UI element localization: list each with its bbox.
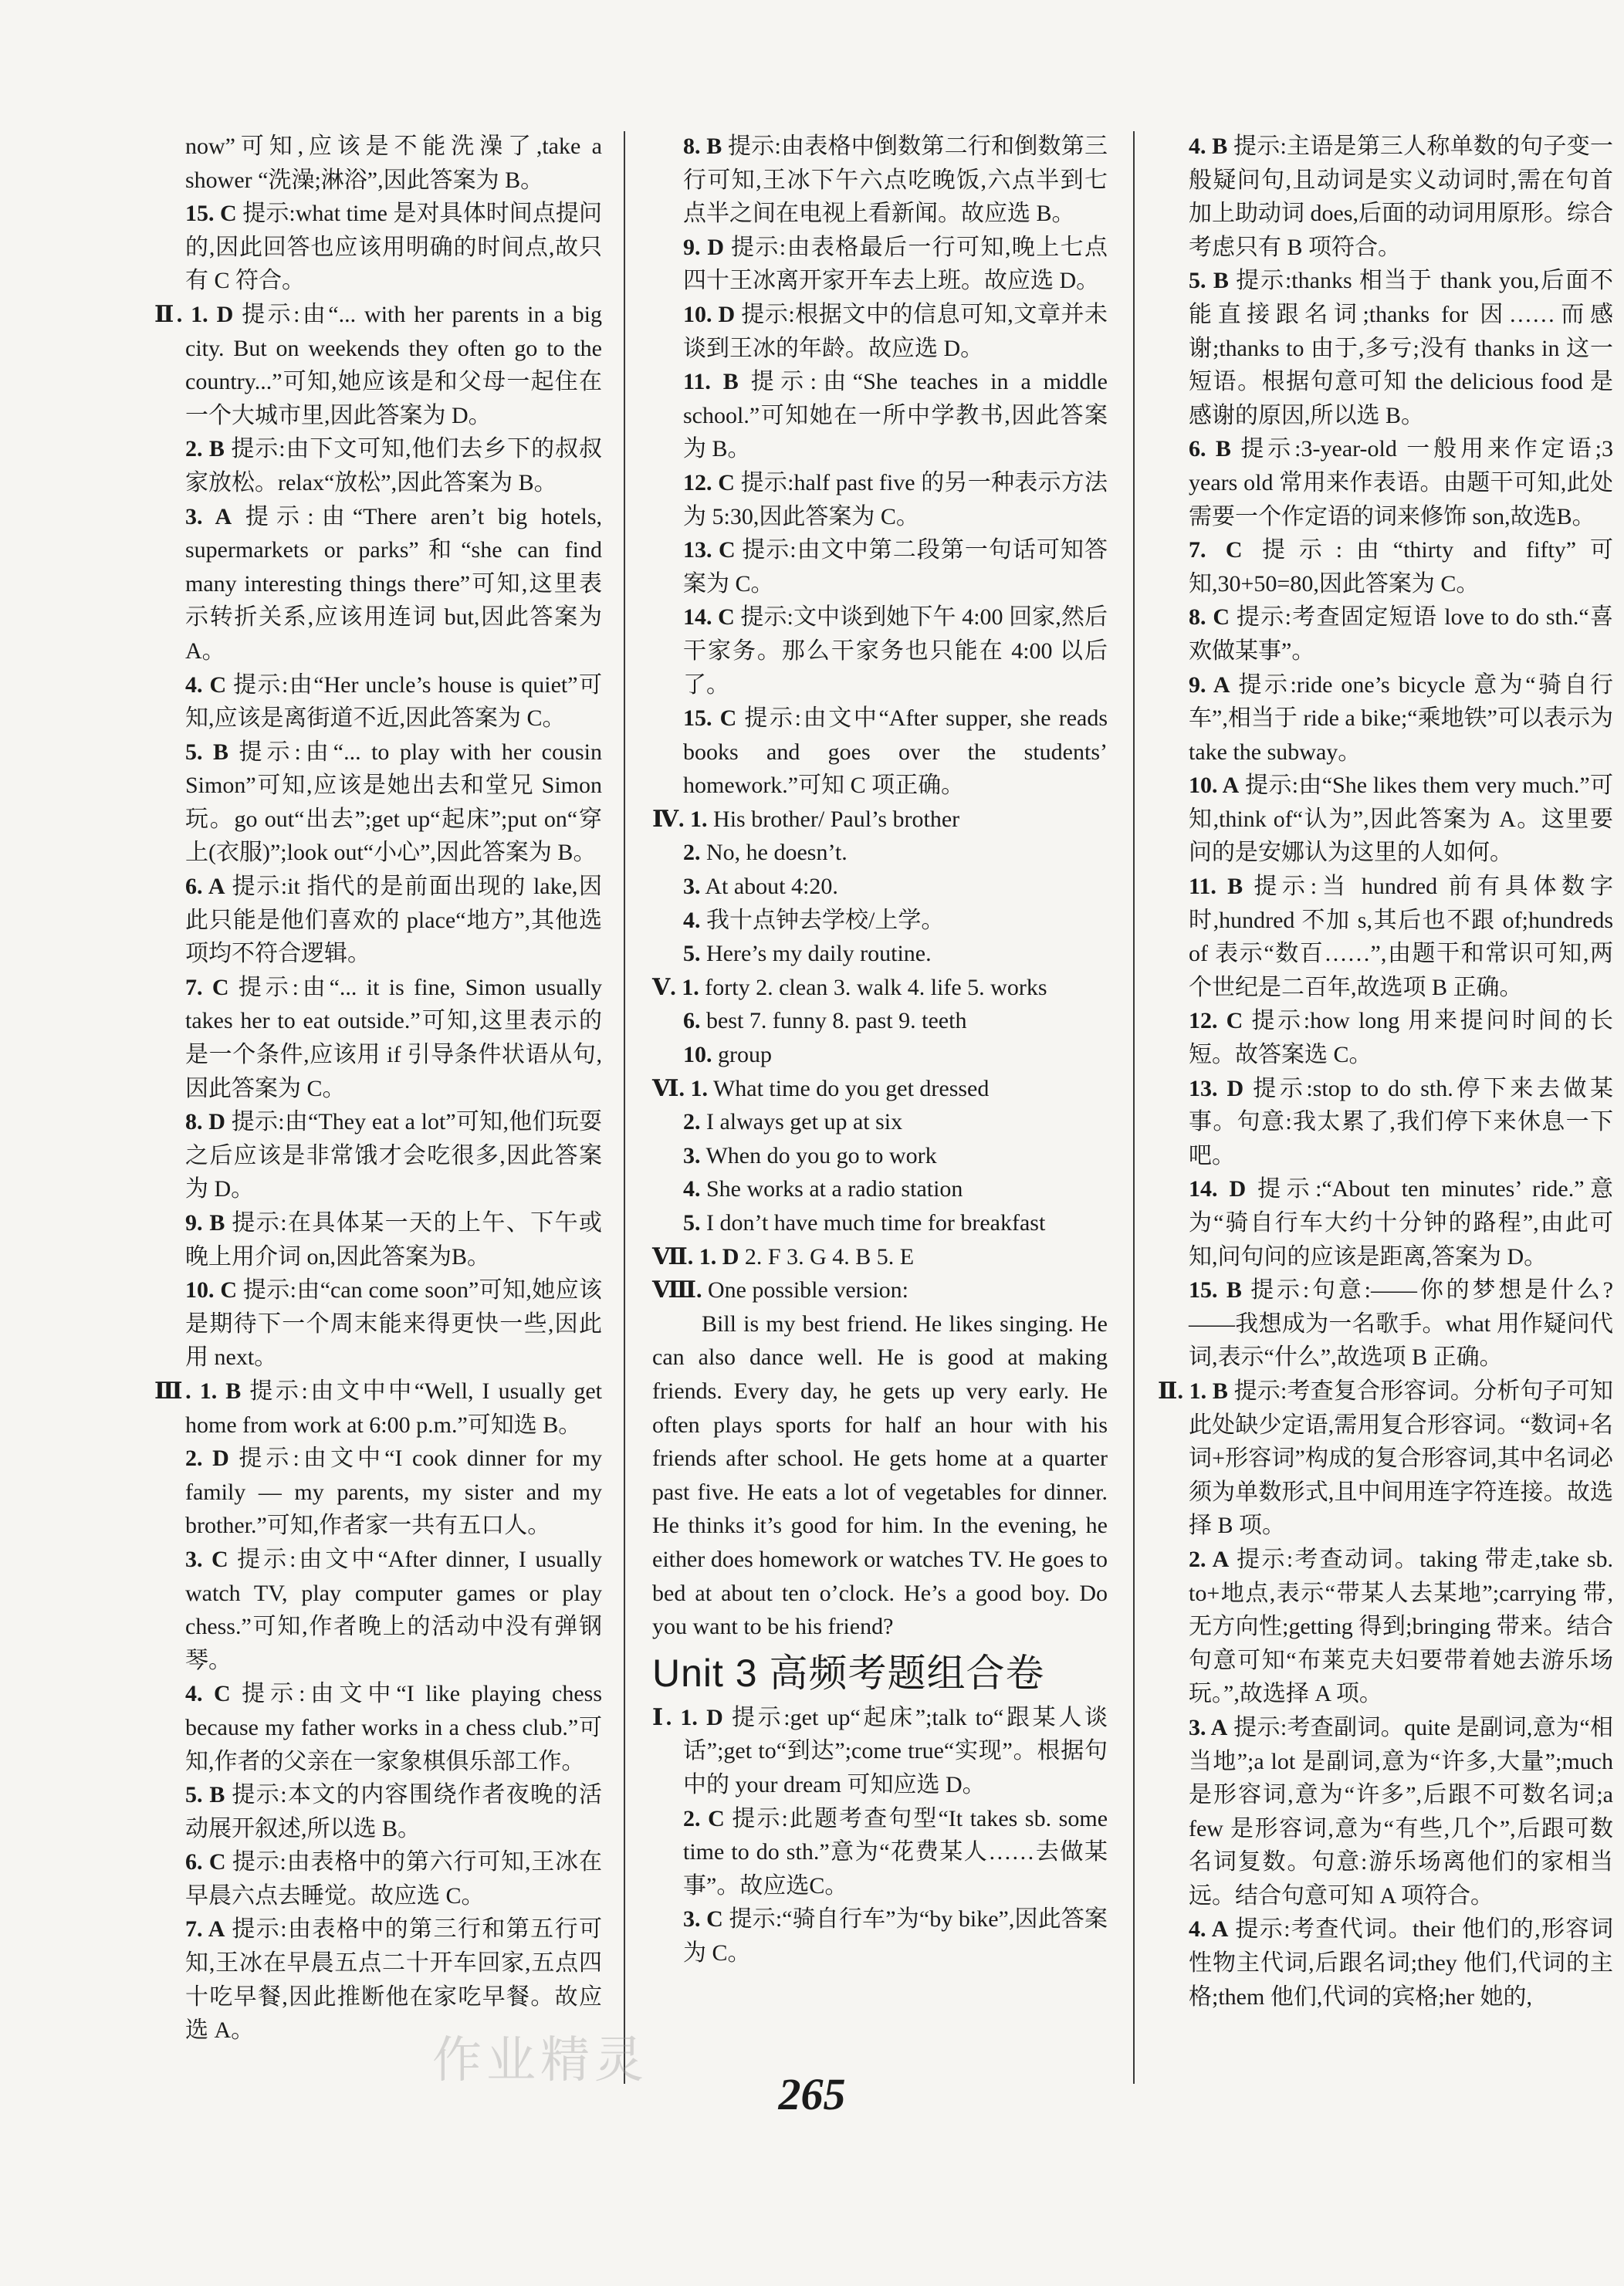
answer-text: 提示:在具体某一天的上午、下午或晚上用介词 on,因此答案为B。 [185, 1210, 602, 1270]
answer-text: No, he doesn’t. [706, 840, 848, 866]
answer-entry [652, 231, 1108, 298]
answer-number: 7. A [185, 1916, 225, 1943]
answer-number: 3. [683, 874, 701, 900]
answer-text: 提示:由“She teaches in a middle school.”可知她在一所中学教书,因此答案为 B。 [683, 369, 1108, 462]
answer-text: 我十点钟去学校/上学。 [706, 907, 945, 933]
answer-number: 2. B [185, 436, 225, 462]
answer-number: Ⅴ. 1. [652, 974, 699, 1000]
answer-entry [652, 870, 1108, 904]
answer-text: 提示:此题考查句型“It takes sb. some time to do sth.”意为“花费某人……去做某事”。故应选C。 [683, 1805, 1108, 1899]
answer-number: 15. B [1189, 1277, 1242, 1304]
answer-entry [652, 937, 1108, 971]
answer-text: One possible version: [708, 1277, 908, 1304]
answer-entry [154, 870, 602, 971]
answer-number: 3. [683, 1142, 701, 1168]
answer-number: 7. C [1189, 537, 1243, 563]
answer-number: 3. C [683, 1906, 723, 1933]
answer-text: At about 4:20. [705, 874, 838, 900]
answer-text: 提示:由“Her uncle’s house is quiet”可知,应该是离街道不近,因此答案为 C。 [185, 671, 603, 732]
answer-number: Ⅵ. 1. [652, 1075, 708, 1101]
answer-entry [1158, 1273, 1613, 1375]
answer-number: 5. B [1189, 268, 1229, 294]
answer-text: best 7. funny 8. past 9. teeth [706, 1008, 967, 1034]
answer-text: forty 2. clean 3. walk 4. life 5. works [705, 974, 1047, 1000]
answer-text: now”可知,应该是不能洗澡了,take a shower “洗澡;淋浴”,因此答案为 B。 [185, 134, 602, 193]
answer-entry [652, 298, 1108, 365]
answer-text: 提示:stop to do sth.停下来去做某事。句意:我太累了,我们停下来休息一下吧。 [1189, 1075, 1613, 1168]
answer-text: 提示:由“... to play with her cousin Simon”可知,应该是她出去和堂兄 Simon 玩。go out“出去”;get up“起床”;put on“穿上(衣服)”;look out“小心”,因此答案为 B。 [185, 739, 602, 866]
answer-number: 6. C [185, 1849, 226, 1875]
answer-entry [154, 432, 602, 499]
answer-text: 提示:half past five 的另一种表示方法为 5:30,因此答案为 C。 [683, 469, 1108, 529]
answer-entry [154, 130, 602, 197]
answer-text: 提示:考查代词。their 他们的,形容词性物主代词,后跟名词;they 他们,代词的主格;them 他们,代词的宾格;her 她的, [1189, 1916, 1613, 2010]
answer-text: 提示:主语是第三人称单数的句子变一般疑问句,且动词是实义动词时,需在句首加上助动词 does,后面的动词用原形。综合考虑只有 B 项符合。 [1189, 134, 1613, 260]
answer-text: 提示:“骑自行车”为“by bike”,因此答案为 C。 [683, 1906, 1108, 1966]
answer-number: 2. C [683, 1805, 725, 1831]
answer-number: 4. B [1189, 134, 1228, 159]
answer-entry [1158, 1711, 1613, 1913]
answer-text: 提示:由“... it is fine, Simon usually takes her to eat outside.”可知,这里表示的是一个条件,应该用 if 引导条件状语从句,因此答案为 C。 [185, 974, 602, 1101]
answer-entry [1158, 130, 1613, 264]
answer-number: 2. [683, 1109, 701, 1135]
answer-entry [154, 1845, 602, 1912]
answer-column-middle [652, 130, 1108, 1970]
answer-number: 14. D [1189, 1176, 1247, 1202]
answer-text: 提示:由文中第二段第一句话可知答案为 C。 [683, 537, 1108, 597]
answer-text: I always get up at six [706, 1109, 903, 1135]
answer-number: 12. C [1189, 1008, 1243, 1034]
answer-entry [154, 1206, 602, 1273]
answer-number: 10. A [1189, 773, 1240, 799]
answer-text: She works at a radio station [706, 1176, 963, 1202]
answer-number: 15. C [683, 705, 737, 732]
answer-text: group [718, 1042, 772, 1068]
answer-entry [154, 1442, 602, 1543]
answer-entry [652, 1072, 1108, 1106]
answer-number: 9. A [1189, 671, 1230, 698]
answer-text: 提示:由表格中倒数第二行和倒数第三行可知,王冰下午六点吃晚饭,六点半到七点半之间在电视上看新闻。故应选 B。 [683, 134, 1108, 227]
answer-entry [652, 1240, 1108, 1274]
answer-entry [154, 1677, 602, 1778]
answer-number: Ⅱ. 1. B [1158, 1378, 1228, 1404]
answer-entry [1158, 600, 1613, 668]
answer-text: 提示:how long 用来提问时间的长短。故答案选 C。 [1189, 1008, 1613, 1068]
answer-text: 提示:由文中“I cook dinner for my family — my parents, my sister and my brother.”可知,作者家一共有五口人。 [185, 1446, 602, 1539]
answer-column-right [1158, 130, 1613, 2014]
answer-number: 10. D [683, 301, 736, 327]
answer-entry [652, 533, 1108, 600]
answer-entry [154, 971, 602, 1105]
answer-number: 10. C [185, 1277, 238, 1304]
answer-number: 5. B [185, 739, 228, 765]
answer-number: 2. A [1189, 1546, 1230, 1572]
answer-number: Ⅶ. 1. D [652, 1243, 739, 1270]
answer-text: 提示:get up“起床”;talk to“跟某人谈话”;get to“到达”;come true“实现”。根据句中的 your dream 可知应选 D。 [683, 1704, 1108, 1797]
answer-number: 5. [683, 941, 701, 967]
answer-number: 13. D [1189, 1075, 1244, 1101]
answer-number: 7. C [185, 974, 229, 1000]
answer-entry [1158, 870, 1613, 1004]
column-divider [624, 131, 625, 2084]
answer-number: 5. [683, 1210, 701, 1236]
answer-entry [154, 500, 602, 668]
answer-text: 提示:本文的内容围绕作者夜晚的活动展开叙述,所以选 B。 [185, 1782, 602, 1841]
answer-number: Ⅱ. 1. D [154, 301, 234, 327]
answer-text: 提示:由文中“After dinner, I usually watch TV, play computer games or play chess.”可知,作者晚上的活动中没有弹钢琴。 [185, 1546, 602, 1673]
answer-entry [1158, 264, 1613, 432]
answer-number: 12. C [683, 469, 735, 495]
answer-number: 5. B [185, 1782, 225, 1808]
answer-text: 提示:由表格中的第六行可知,王冰在早晨六点去睡觉。故应选 C。 [185, 1849, 602, 1909]
answer-text: 提示:由“can come soon”可知,她应该是期待下一个周末能来得更快一些,因此用 next。 [185, 1277, 602, 1371]
answer-entry [154, 1273, 602, 1375]
answer-text: 提示:考查副词。quite 是副词,意为“相当地”;a lot 是副词,意为“许多,大量”;much 是形容词,意为“许多”,后跟不可数名词;a few 是形容词,意为“有些,几个”,后跟可数名词复数。句意:游乐场离他们的家相当远。结合句意可知 A 项符合。 [1189, 1714, 1614, 1909]
answer-number: 4. C [185, 671, 227, 698]
page-number: 265 [778, 2069, 846, 2119]
answer-entry [154, 668, 602, 736]
answer-text: 提示:what time 是对具体时间点提问的,因此回答也应该用明确的时间点,故只有 C 符合。 [185, 201, 602, 294]
answer-number: 13. C [683, 537, 736, 563]
watermark-logo: 作业精灵 [432, 2032, 648, 2089]
answer-text: 提示:由“... with her parents in a big city. But on weekends they often go to the country...”可知,她应该是和父母一起住在一个大城市里,因此答案为 D。 [185, 301, 602, 428]
answer-entry [652, 904, 1108, 938]
answer-number: 6. [683, 1008, 701, 1034]
answer-number: 3. A [185, 503, 232, 529]
answer-entry [154, 197, 602, 298]
answer-entry [1158, 1172, 1613, 1273]
answer-text: 提示:由“There aren’t big hotels, supermarkets or parks”和“she can find many interesting things there”可知,这里表示转折关系,应该用连词 but,因此答案为A。 [185, 503, 603, 664]
answer-entry [1158, 1375, 1613, 1543]
answer-entry [652, 1902, 1108, 1970]
answer-text: 提示:由“thirty and fifty”可知,30+50=80,因此答案为 C。 [1189, 537, 1614, 597]
answer-entry [652, 1105, 1108, 1139]
answer-entry [652, 1273, 1108, 1307]
answer-number: 8. C [1189, 604, 1230, 631]
answer-entry [652, 836, 1108, 870]
answer-entry [1158, 1072, 1613, 1173]
answer-number: 3. C [185, 1546, 228, 1572]
answer-entry [652, 1004, 1108, 1038]
answer-entry [652, 702, 1108, 803]
answer-text: 提示:由表格中的第三行和第五行可知,王冰在早晨五点二十开车回家,五点四十吃早餐,因此推断他在家吃早餐。故应选 A。 [185, 1916, 602, 2044]
answer-number: 3. A [1189, 1714, 1228, 1740]
answer-number: Ⅷ. [652, 1277, 702, 1304]
answer-entry [1158, 769, 1613, 870]
answer-number: 8. B [683, 134, 722, 159]
answer-entry [154, 298, 602, 432]
answer-text: 提示:由文中“After supper, she reads books and goes over the students’ homework.”可知 C 项正确。 [683, 705, 1108, 799]
answer-list-middle-top [652, 130, 1108, 1644]
answer-entry [652, 1139, 1108, 1173]
answer-number: 4. [683, 1176, 701, 1202]
answer-text: 提示:由“They eat a lot”可知,他们玩耍之后应该是非常饿才会吃很多,因此答案为 D。 [185, 1109, 603, 1202]
answer-number: 9. B [185, 1210, 225, 1236]
answer-entry [652, 1172, 1108, 1206]
answer-entry [652, 1038, 1108, 1072]
answer-text: 提示:句意:——你的梦想是什么?——我想成为一名歌手。what 用作疑问代词,表示“什么”,故选项 B 正确。 [1189, 1277, 1613, 1371]
answer-entry [1158, 533, 1613, 600]
answer-text: 提示:it 指代的是前面出现的 lake,因此只能是他们喜欢的 place“地方”,其他选项均不符合逻辑。 [185, 874, 602, 967]
answer-entry [652, 1701, 1108, 1802]
answer-text: 提示:当 hundred 前有具体数字时,hundred 不加 s,其后也不跟 of;hundreds of 表示“数百……”,由题干和常识可知,两个世纪是二百年,故选项 B 正确。 [1189, 874, 1614, 1000]
answer-number: 14. C [683, 604, 735, 631]
answer-entry [652, 130, 1108, 231]
answer-entry [652, 1307, 1108, 1644]
answer-text: 提示:由下文可知,他们去乡下的叔叔家放松。relax“放松”,因此答案为 B。 [185, 436, 603, 495]
answer-number: Ⅳ. 1. [652, 806, 708, 832]
answer-number: 4. C [185, 1681, 231, 1707]
answer-text: When do you go to work [705, 1142, 937, 1168]
answer-entry [1158, 1004, 1613, 1071]
answer-number: 11. B [1189, 874, 1243, 900]
answer-list-middle-bottom [652, 1701, 1108, 1970]
answer-entry [154, 1778, 602, 1845]
answer-text: 提示:由“She likes them very much.”可知,think of“认为”,因此答案为 A。这里要问的是安娜认为这里的人如何。 [1189, 773, 1613, 866]
answer-entry [154, 1543, 602, 1677]
answer-text: What time do you get dressed [712, 1075, 990, 1101]
answer-column-left [154, 130, 602, 2048]
answer-text: 提示:考查复合形容词。分析句子可知此处缺少定语,需用复合形容词。“数词+名词+形容词”构成的复合形容词,其中名词必须为单数形式,且中间用连字符连接。故选择 B 项。 [1189, 1378, 1614, 1539]
answer-entry [652, 365, 1108, 466]
answer-text: 提示:考查动词。taking 带走,take sb. to+地点,表示“带某人去某地”;carrying 带,无方向性;getting 得到;bringing 带来。结合句意可知“布莱克夫妇要带着她去游乐场玩。”,故选择 A 项。 [1189, 1546, 1614, 1707]
answer-entry [1158, 1543, 1613, 1711]
answer-text: 提示:由文中中“Well, I usually get home from work at 6:00 p.m.”可知选 B。 [185, 1378, 602, 1438]
answer-entry [652, 1206, 1108, 1240]
answer-text: Here’s my daily routine. [706, 941, 932, 967]
answer-entry [1158, 1912, 1613, 2014]
answer-number: 11. B [683, 369, 739, 395]
answer-text: 提示:由文中“I like playing chess because my father works in a chess club.”可知,作者的父亲在一家象棋俱乐部工作。 [185, 1681, 603, 1774]
answer-text: 提示:考查固定短语 love to do sth.“喜欢做某事”。 [1189, 604, 1613, 664]
answer-text: 提示:文中谈到她下午 4:00 回家,然后干家务。那么干家务也只能在 4:00 以后了。 [683, 604, 1108, 698]
answer-entry [1158, 668, 1613, 769]
column-divider [1133, 131, 1135, 2084]
answer-text: I don’t have much time for breakfast [706, 1210, 1046, 1236]
answer-entry [652, 600, 1108, 702]
answer-text: 2. F 3. G 4. B 5. E [744, 1243, 915, 1270]
answer-number: 2. D [185, 1446, 229, 1472]
answer-number: 2. [683, 840, 701, 866]
answer-number: 4. [683, 907, 701, 933]
answer-number: 9. D [683, 234, 725, 260]
answer-number: Ⅰ. 1. D [652, 1704, 723, 1730]
answer-text: 提示:thanks 相当于 thank you,后面不能直接跟名词;thanks for 因……而感谢;thanks to 由于,多亏;没有 thanks in 这一短语。根据句意可知 the delicious food 是感谢的原因,所以选 B。 [1189, 268, 1613, 428]
unit-title: Unit 3 高频考题组合卷 [652, 1651, 1045, 1695]
answer-entry [154, 736, 602, 870]
answer-text: Bill is my best friend. He likes singing. He can also dance well. He is good at making friends. Every day, he gets up very early. He often plays sports for half an hour with his friends after school. He gets home at a quarter past five. He eats a lot of vegetables for dinner. He thinks it’s good for him. In the evening, he either does homework or watches TV. He goes to bed at about ten o’clock. He’s a good boy. Do you want to be his friend? [652, 1310, 1108, 1640]
answer-text: 提示:根据文中的信息可知,文章并未谈到王冰的年龄。故应选 D。 [683, 301, 1108, 361]
answer-text: 提示:由表格最后一行可知,晚上七点四十王冰离开家开车去上班。故应选 D。 [683, 234, 1108, 294]
answer-number: Ⅲ. 1. B [154, 1378, 242, 1404]
answer-entry [652, 971, 1108, 1005]
answer-number: 10. [683, 1042, 712, 1068]
answer-text: 提示:“About ten minutes’ ride.”意为“骑自行车大约十分钟的路程”,由此可知,问句问的应该是距离,答案为 D。 [1189, 1176, 1614, 1270]
answer-number: 15. C [185, 201, 237, 227]
answer-entry [652, 803, 1108, 837]
answer-entry [652, 1802, 1108, 1903]
answer-entry [154, 1375, 602, 1442]
answer-entry [154, 1105, 602, 1206]
answer-entry [652, 466, 1108, 533]
answer-number: 6. A [185, 874, 225, 900]
answer-number: 8. D [185, 1109, 225, 1135]
answer-number: 4. A [1189, 1916, 1229, 1943]
answer-text: 提示:ride one’s bicycle 意为“骑自行车”,相当于 ride a bike;“乘地铁”可以表示为 take the subway。 [1189, 671, 1614, 765]
answer-entry [1158, 432, 1613, 533]
answer-text: 提示:3-year-old 一般用来作定语;3 years old 常用来作表语。由题干可知,此处需要一个作定语的词来修饰 son,故选B。 [1189, 436, 1614, 529]
answer-text: His brother/ Paul’s brother [713, 806, 960, 832]
answer-number: 6. B [1189, 436, 1231, 462]
